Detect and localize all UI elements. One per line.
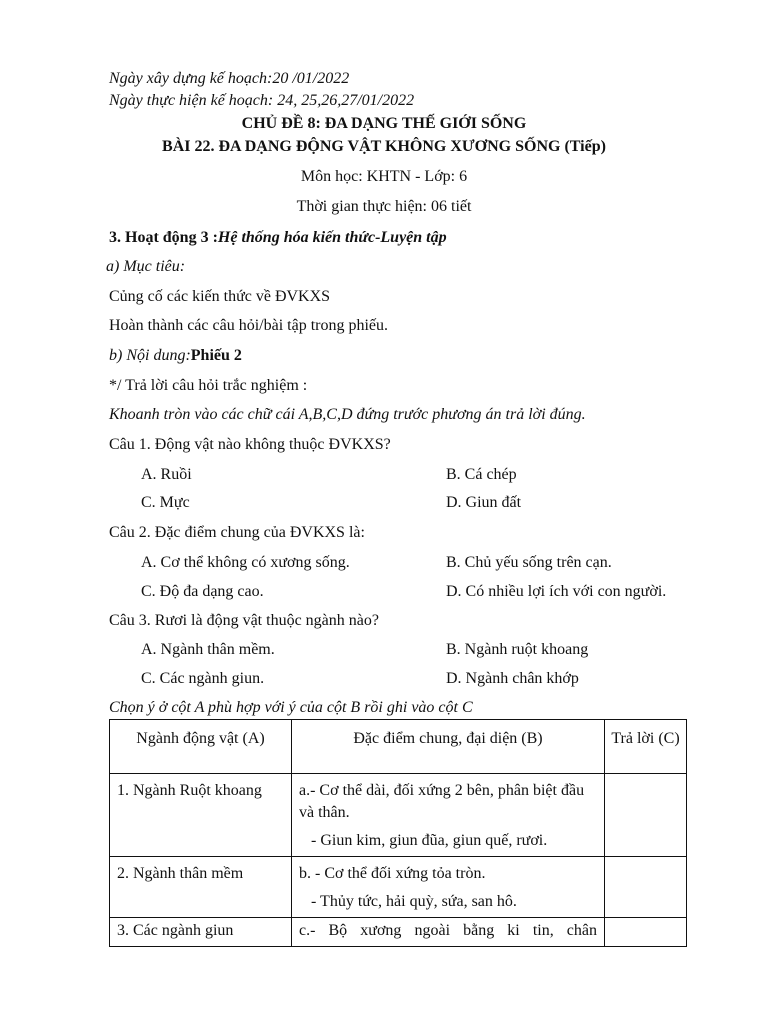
table-row xyxy=(110,774,687,857)
matching-instruction: Chọn ý ở cột A phù hợp với ý của cột B rồi ghi vào cột C xyxy=(109,699,473,716)
question-3-option-d: D. Ngành chân khớp xyxy=(446,670,579,687)
activity-name: Hệ thống hóa kiến thức-Luyện tập xyxy=(217,229,447,246)
row-2-representatives: - Thủy tức, hải quỳ, sứa, san hô. xyxy=(311,893,517,910)
row-3-animal-group: 3. Các ngành giun xyxy=(110,918,292,947)
plan-date: Ngày xây dựng kế hoạch:20 /01/2022 xyxy=(109,70,350,87)
subject-line: Môn học: KHTN - Lớp: 6 xyxy=(300,168,468,185)
question-1: Câu 1. Động vật nào không thuộc ĐVKXS? xyxy=(109,436,391,453)
column-c-header: Trả lời (C) xyxy=(605,720,687,774)
question-2-option-b: B. Chủ yếu sống trên cạn. xyxy=(446,554,612,571)
activity-heading xyxy=(109,228,447,248)
row-1-answer-cell[interactable] xyxy=(605,774,687,857)
row-2-answer-cell[interactable] xyxy=(605,857,687,918)
table-row xyxy=(110,857,687,918)
row-2-animal-group: 2. Ngành thân mềm xyxy=(110,857,292,918)
column-a-header: Ngành động vật (A) xyxy=(110,720,292,774)
question-1-option-a: A. Ruồi xyxy=(141,466,192,483)
row-1-description xyxy=(292,774,605,857)
question-2: Câu 2. Đặc điểm chung của ĐVKXS là: xyxy=(109,524,365,541)
content-heading xyxy=(109,346,242,366)
topic-title: CHỦ ĐỀ 8: ĐA DẠNG THẾ GIỚI SỐNG xyxy=(241,115,527,132)
execution-date: Ngày thực hiện kế hoạch: 24, 25,26,27/01/2022 xyxy=(109,92,415,109)
mcq-instruction: Khoanh tròn vào các chữ cái A,B,C,D đứng trước phương án trả lời đúng. xyxy=(109,406,586,423)
goal-item-2: Hoàn thành các câu hỏi/bài tập trong phiếu. xyxy=(109,317,389,334)
table-row xyxy=(110,918,687,947)
matching-table xyxy=(109,719,687,947)
question-2-option-a: A. Cơ thể không có xương sống. xyxy=(141,554,350,571)
row-3-answer-cell[interactable] xyxy=(605,918,687,947)
row-3-feature: c.- Bộ xương ngoài bằng ki tin, chân xyxy=(299,922,597,939)
row-1-representatives: - Giun kim, giun đũa, giun quế, rươi. xyxy=(311,832,548,849)
question-3: Câu 3. Rươi là động vật thuộc ngành nào? xyxy=(109,612,379,629)
row-1-feature: a.- Cơ thể dài, đối xứng 2 bên, phân biệt đầu và thân. xyxy=(299,782,585,821)
row-1-animal-group: 1. Ngành Ruột khoang xyxy=(110,774,292,857)
row-3-description xyxy=(292,918,605,947)
question-3-option-c: C. Các ngành giun. xyxy=(141,670,265,687)
mcq-intro: */ Trả lời câu hỏi trắc nghiệm : xyxy=(109,377,308,394)
row-2-description xyxy=(292,857,605,918)
question-2-option-d: D. Có nhiều lợi ích với con người. xyxy=(446,583,667,600)
table-header-row xyxy=(110,720,687,774)
question-3-option-a: A. Ngành thân mềm. xyxy=(141,641,275,658)
question-1-option-c: C. Mực xyxy=(141,494,190,511)
question-3-option-b: B. Ngành ruột khoang xyxy=(446,641,589,658)
duration-line: Thời gian thực hiện: 06 tiết xyxy=(296,198,472,215)
question-2-option-c: C. Độ đa dạng cao. xyxy=(141,583,264,600)
goal-item-1: Củng cố các kiến thức về ĐVKXS xyxy=(109,288,331,305)
content-sheet: Phiếu 2 xyxy=(190,347,242,364)
question-1-option-d: D. Giun đất xyxy=(446,494,522,511)
goal-label: a) Mục tiêu: xyxy=(106,258,186,275)
question-1-option-b: B. Cá chép xyxy=(446,466,517,483)
column-b-header: Đặc điểm chung, đại diện (B) xyxy=(292,720,605,774)
content-label: b) Nội dung: xyxy=(109,347,191,364)
row-2-feature: b. - Cơ thể đối xứng tỏa tròn. xyxy=(299,865,486,882)
lesson-title: BÀI 22. ĐA DẠNG ĐỘNG VẬT KHÔNG XƯƠNG SỐNG (Tiếp) xyxy=(162,138,606,155)
activity-number: 3. Hoạt động 3 : xyxy=(109,229,218,246)
